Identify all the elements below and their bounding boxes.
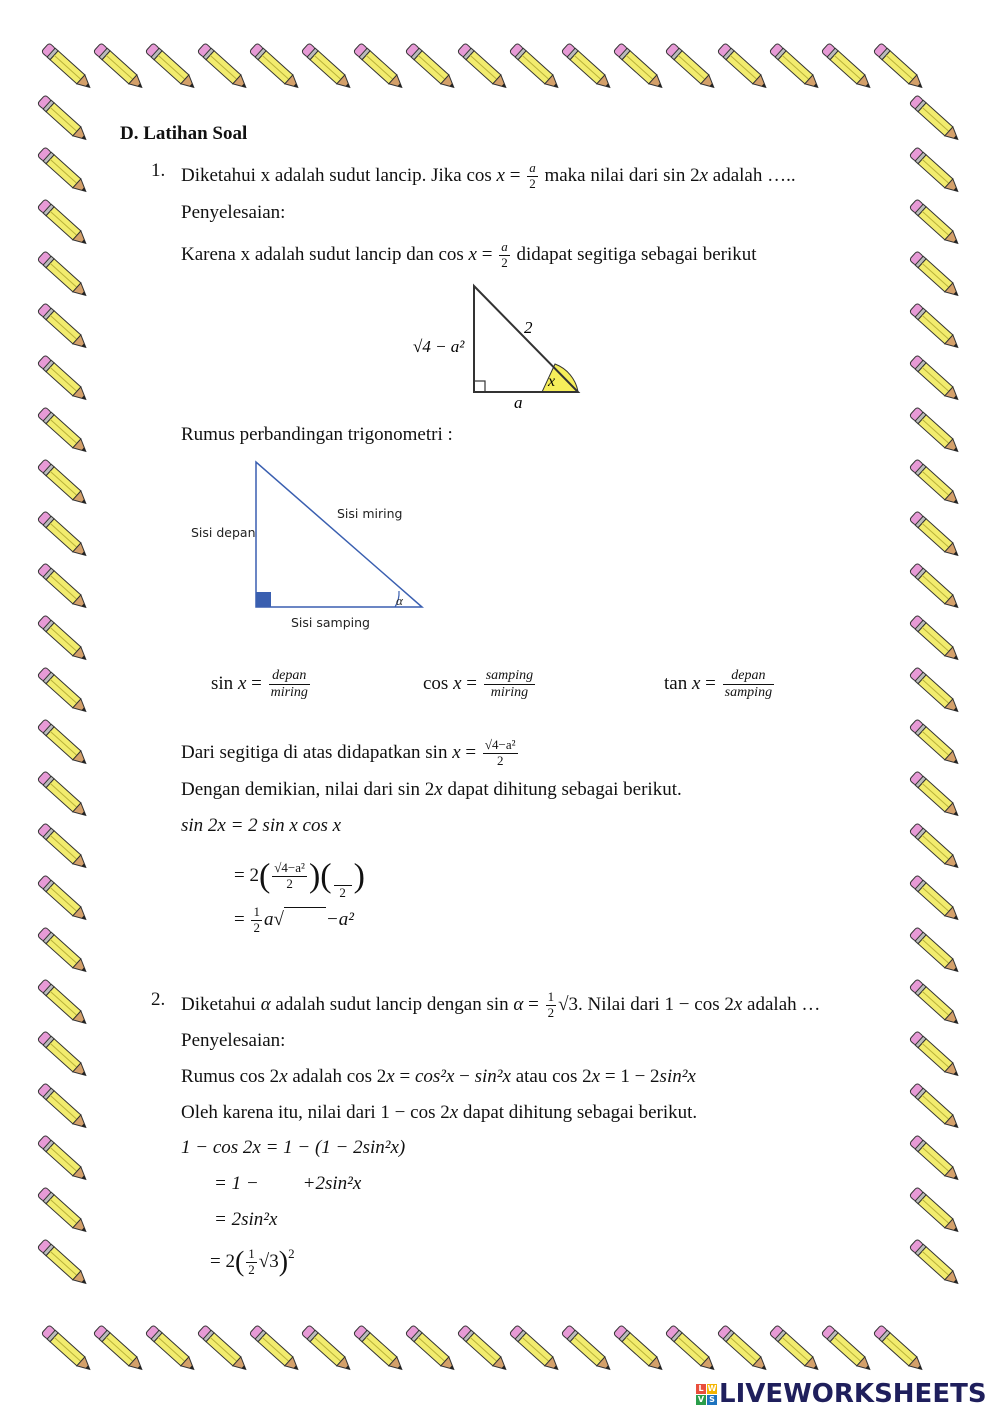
q2-number: 2. [151, 989, 166, 1010]
pencil-icon [873, 1325, 926, 1374]
pencil-icon [909, 1135, 962, 1184]
pencil-icon [909, 407, 962, 456]
triangle-outline [474, 286, 578, 392]
pencil-icon [37, 719, 90, 768]
pencil-icon [909, 1187, 962, 1236]
pencil-icon [37, 407, 90, 456]
pencil-icon [909, 979, 962, 1028]
q1-result-line: Dari segitiga di atas didapatkan sin x = $\frac{\text{√4−a²}}{2}$ [181, 737, 516, 768]
liveworksheets-logo [696, 1380, 987, 1408]
right-angle-mark [474, 381, 485, 392]
pencil-icon [561, 1325, 614, 1374]
section-heading: D. Latihan Soal [120, 123, 248, 144]
pencil-icon [37, 875, 90, 924]
pencil-icon [561, 43, 614, 92]
pencil-icon [405, 43, 458, 92]
pencil-icon [37, 199, 90, 248]
q2-solution-label: Penyelesaian: [181, 1030, 286, 1051]
q1-stem: Diketahui x adalah sudut lancip. Jika cos x = $\frac{a}{2}$ maka nilai dari sin 2x adalah ….. [181, 160, 796, 191]
pencil-icon [821, 1325, 874, 1374]
ref-angle-label: α [396, 593, 403, 608]
ratio-cos: cos x = $\frac{\text{samping}}{\text{miring}}$ [423, 668, 534, 701]
pencil-icon [665, 43, 718, 92]
pencil-icon [909, 95, 962, 144]
triangle-adjacent-label: a [514, 393, 523, 410]
pencil-icon [909, 927, 962, 976]
pencil-icon [909, 251, 962, 300]
ratio-tan: tan x = $\frac{\text{depan}}{\text{samping}}$ [664, 668, 773, 701]
q2-step-4: = 2( $\frac{1}{2}$ √3)$^2$ [210, 1246, 295, 1278]
logo-box-2: W [707, 1383, 717, 1393]
pencil-icon [909, 719, 962, 768]
pencil-icon [909, 303, 962, 352]
pencil-icon [353, 43, 406, 92]
pencil-icon [909, 511, 962, 560]
q1-step-2: = 2( $\frac{\text{√4−a²}}{2}$ )( 2 ) [234, 857, 365, 900]
pencil-icon [37, 823, 90, 872]
pencil-icon [37, 563, 90, 612]
pencil-icon [909, 823, 962, 872]
pencil-icon [37, 303, 90, 352]
pencil-icon [37, 979, 90, 1028]
pencil-icon [909, 147, 962, 196]
logo-box-4: S [707, 1395, 717, 1405]
pencil-icon [769, 43, 822, 92]
pencil-icon [37, 615, 90, 664]
pencil-icon [769, 1325, 822, 1374]
ref-right-angle-mark [256, 592, 271, 607]
pencil-icon [873, 43, 926, 92]
q1-formula-label: Rumus perbandingan trigonometri : [181, 424, 453, 445]
pencil-icon [909, 1083, 962, 1132]
pencil-icon [909, 875, 962, 924]
ref-hypotenuse-label: Sisi miring [337, 506, 403, 521]
q2-stem: Diketahui α adalah sudut lancip dengan sin α = $\frac{1}{2}$ √3. Nilai dari 1 − cos 2x adalah … [181, 989, 821, 1020]
pencil-icon [93, 43, 146, 92]
pencil-icon [249, 1325, 302, 1374]
q2-hence-line: Oleh karena itu, nilai dari 1 − cos 2x dapat dihitung sebagai berikut. [181, 1102, 698, 1123]
pencil-icon [145, 1325, 198, 1374]
ref-adjacent-label: Sisi samping [291, 615, 370, 630]
pencil-icon [37, 1135, 90, 1184]
pencil-icon [37, 1187, 90, 1236]
pencil-icon [909, 667, 962, 716]
pencil-icon [41, 1325, 94, 1374]
pencil-icon [909, 199, 962, 248]
pencil-icon [301, 1325, 354, 1374]
pencil-icon [717, 43, 770, 92]
pencil-icon [145, 43, 198, 92]
q1-step-1: sin 2x = 2 sin x cos x [181, 815, 342, 836]
q2-step-1: 1 − cos 2x = 1 − (1 − 2sin²x) [181, 1137, 406, 1158]
pencil-icon [717, 1325, 770, 1374]
pencil-icon [613, 1325, 666, 1374]
triangle-opposite-label: √4 − a² [413, 337, 465, 356]
ref-opposite-label: Sisi depan [191, 525, 256, 540]
pencil-icon [37, 95, 90, 144]
q1-then-line: Dengan demikian, nilai dari sin 2x dapat dihitung sebagai berikut. [181, 779, 682, 800]
triangle-hypotenuse-label: 2 [524, 318, 533, 337]
reference-triangle [185, 455, 445, 640]
pencil-icon [613, 43, 666, 92]
pencil-icon [909, 459, 962, 508]
ref-triangle-outline [256, 462, 422, 607]
pencil-icon [909, 1031, 962, 1080]
pencil-icon [665, 1325, 718, 1374]
pencil-icon [37, 355, 90, 404]
pencil-icon [909, 563, 962, 612]
pencil-icon [37, 147, 90, 196]
pencil-icon [197, 1325, 250, 1374]
pencil-icon [37, 927, 90, 976]
q2-step-3: = 2sin²x [214, 1209, 278, 1230]
pencil-icon [37, 1239, 90, 1288]
pencil-icon [457, 1325, 510, 1374]
pencil-icon [353, 1325, 406, 1374]
pencil-icon [37, 511, 90, 560]
pencil-icon [821, 43, 874, 92]
q1-solution-label: Penyelesaian: [181, 202, 286, 223]
q1-triangle-line: Karena x adalah sudut lancip dan cos x = $\frac{a}{2}$ didapat segitiga sebagai berikut [181, 239, 757, 270]
pencil-icon [37, 1031, 90, 1080]
pencil-icon [41, 43, 94, 92]
q2-rule-line: Rumus cos 2x adalah cos 2x = cos²x − sin²x atau cos 2x = 1 − 2sin²x [181, 1066, 696, 1087]
pencil-icon [37, 667, 90, 716]
pencil-icon [93, 1325, 146, 1374]
pencil-icon [197, 43, 250, 92]
pencil-icon [909, 355, 962, 404]
q1-step-3: = $\frac{1}{2}$ a√ −a² [234, 904, 354, 935]
logo-box-3: V [697, 1394, 705, 1404]
pencil-icon [909, 615, 962, 664]
pencil-icon [249, 43, 302, 92]
pencil-icon [405, 1325, 458, 1374]
pencil-icon [457, 43, 510, 92]
logo-wordmark: LIVEWORKSHEETS [719, 1379, 987, 1409]
pencil-icon [37, 459, 90, 508]
pencil-icon [37, 1083, 90, 1132]
logo-box-1: L [696, 1384, 706, 1394]
pencil-icon [909, 1239, 962, 1288]
pencil-icon [509, 1325, 562, 1374]
pencil-icon [909, 771, 962, 820]
pencil-icon [37, 771, 90, 820]
q1-number: 1. [151, 160, 166, 181]
pencil-icon [301, 43, 354, 92]
logo-mark [696, 1384, 717, 1405]
ratio-sin: sin x = $\frac{\text{depan}}{\text{miring}}$ [211, 668, 308, 701]
q2-step-2: = 1 − +2sin²x [214, 1173, 362, 1194]
pencil-icon [509, 43, 562, 92]
q1-triangle [405, 280, 595, 410]
triangle-angle-label: x [548, 373, 556, 390]
pencil-icon [37, 251, 90, 300]
